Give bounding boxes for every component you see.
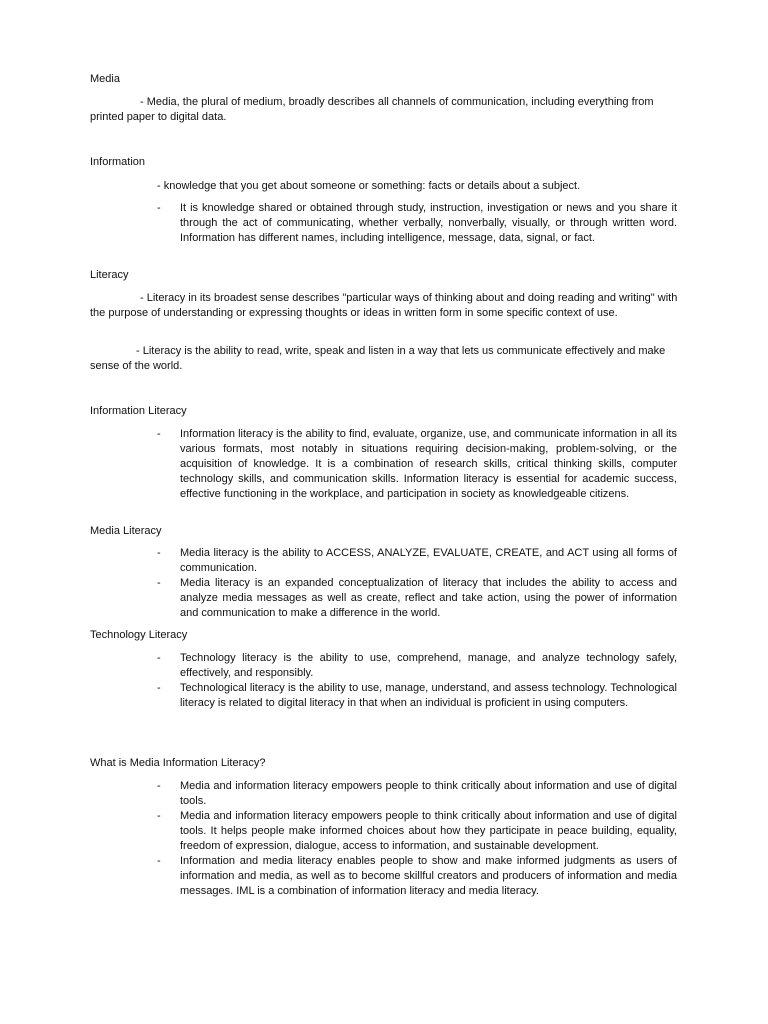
bullet-dash: - xyxy=(157,202,161,214)
bullet-text: It is knowledge shared or obtained through study, instruction, investigation or news and you share it through the act of communicating, whether verbally, nonverbally, visually, or through written word. Information has different names, including intelligence, message, data, signal, or fact. xyxy=(180,202,677,244)
list-item xyxy=(157,779,677,809)
bullet-dash: - xyxy=(157,428,161,440)
heading-media: Media xyxy=(90,73,120,85)
media-definition: - Media, the plural of medium, broadly describes all channels of communication, including everything from printed paper to digital data. xyxy=(90,96,654,123)
list-item xyxy=(157,651,677,681)
list-item xyxy=(157,809,677,854)
heading-what-is-mil: What is Media Information Literacy? xyxy=(90,757,266,769)
bullet-text: Information and media literacy enables people to show and make informed judgments as users of information and media, as well as to become skillful creators and producers of information and media messages. IML is a combination of information literacy and media literacy. xyxy=(180,855,677,897)
literacy-paragraph-1: - Literacy in its broadest sense describes "particular ways of thinking about and doing reading and writing" with the purpose of understanding or expressing thoughts or ideas in written form in some specific context of use. xyxy=(90,292,678,319)
heading-technology-literacy: Technology Literacy xyxy=(90,629,188,641)
literacy-paragraph-2: - Literacy is the ability to read, write, speak and listen in a way that lets us communicate effectively and make sense of the world. xyxy=(90,345,666,372)
bullet-text: Information literacy is the ability to find, evaluate, organize, use, and communicate information in all its various formats, most notably in situations requiring decision-making, problem-solving, or the acquisition of knowledge. It is a combination of research skills, critical thinking skills, computer technology skills, and communication skills. Information literacy is essential for academic success, effective functioning in the workplace, and participation in society as knowledgeable citizens. xyxy=(180,428,677,500)
heading-literacy: Literacy xyxy=(90,269,129,281)
bullet-dash: - xyxy=(157,547,161,559)
bullet-text: Media and information literacy empowers people to think critically about information and use of digital tools. xyxy=(180,780,677,807)
heading-information: Information xyxy=(90,156,146,168)
information-definition: - knowledge that you get about someone or something: facts or details about a subject. xyxy=(157,180,581,192)
heading-information-literacy: Information Literacy xyxy=(90,405,187,417)
bullet-text: Media literacy is an expanded conceptualization of literacy that includes the ability to access and analyze media messages as well as create, reflect and take action, using the power of information and communication to make a difference in the world. xyxy=(180,577,677,619)
list-item xyxy=(157,576,677,621)
information-literacy-bullets xyxy=(157,427,677,502)
bullet-dash: - xyxy=(157,855,161,867)
bullet-dash: - xyxy=(157,652,161,664)
bullet-dash: - xyxy=(157,577,161,589)
information-bullets xyxy=(157,201,677,246)
bullet-dash: - xyxy=(157,810,161,822)
list-item xyxy=(157,201,677,246)
media-literacy-bullets xyxy=(157,546,677,621)
bullet-dash: - xyxy=(157,780,161,792)
bullet-dash: - xyxy=(157,682,161,694)
bullet-text: Media and information literacy empowers people to think critically about information and use of digital tools. It helps people make informed choices about how they participate in peace building, equality, freedom of expression, dialogue, access to information, and sustainable development. xyxy=(180,810,677,852)
bullet-text: Technology literacy is the ability to use, comprehend, manage, and analyze technology safely, effectively, and responsibly. xyxy=(180,652,677,679)
mil-bullets xyxy=(157,779,677,899)
heading-media-literacy: Media Literacy xyxy=(90,525,162,537)
list-item xyxy=(157,546,677,576)
list-item xyxy=(157,854,677,899)
technology-literacy-bullets xyxy=(157,651,677,711)
bullet-text: Media literacy is the ability to ACCESS, ANALYZE, EVALUATE, CREATE, and ACT using all forms of communication. xyxy=(180,547,677,574)
list-item xyxy=(157,427,677,502)
list-item xyxy=(157,681,677,711)
bullet-text: Technological literacy is the ability to use, manage, understand, and assess technology. Technological literacy is related to digital literacy in that when an individual is proficient in using computers. xyxy=(180,682,677,709)
